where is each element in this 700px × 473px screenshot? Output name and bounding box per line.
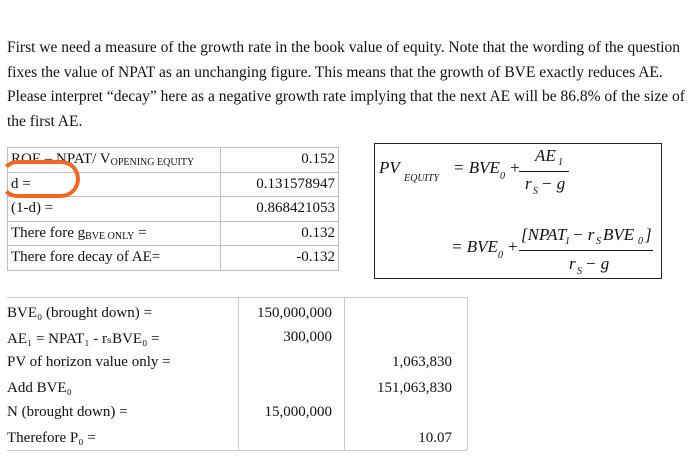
n-value: 15,000,000 bbox=[264, 404, 332, 420]
rs-sub-1: S bbox=[533, 186, 538, 197]
bve-num-sub0: 0 bbox=[638, 236, 643, 247]
npat-sub1: 1 bbox=[565, 236, 570, 247]
one-minus-d-label: (1-d) = bbox=[8, 197, 221, 222]
bve-numerator: BVE bbox=[603, 225, 635, 244]
grid-line bbox=[7, 297, 467, 298]
eq2-sub0: 0 bbox=[498, 250, 503, 261]
p0-value: 10.07 bbox=[418, 430, 452, 446]
decay-label: There fore decay of AE= bbox=[8, 246, 221, 271]
pv-horizon-value: 1,063,830 bbox=[392, 354, 452, 370]
valuation-formula-box bbox=[374, 143, 662, 279]
plus-1: + bbox=[509, 158, 521, 177]
table-row bbox=[8, 172, 339, 197]
ae1-label: AE₁ = NPAT₁ - rₛBVE₀ = bbox=[7, 331, 160, 347]
p0-label: Therefore P₀ = bbox=[7, 430, 96, 446]
decay-value: -0.132 bbox=[221, 246, 339, 271]
n-label: N (brought down) = bbox=[7, 404, 128, 420]
growth-label: There fore $g_{BVE ONLY}$ = bbox=[8, 221, 221, 246]
minus-rs-sub: S bbox=[596, 236, 601, 247]
grid-line bbox=[467, 297, 468, 450]
eq2-bve: = BVE bbox=[451, 237, 498, 256]
table-row bbox=[8, 246, 339, 271]
plus-2: + bbox=[507, 237, 519, 256]
table-row bbox=[8, 148, 339, 173]
ae-numerator: AE bbox=[535, 146, 556, 165]
intro-paragraph: First we need a measure of the growth rate in the book value of equity. Note that the wording of the question fixes the value of NPAT as an unchanging figure. This means that the growth of BVE exactly reduces AE. Please interpret “decay” here as a negative growth rate implying that the next AE will be 86.8% of the size of the first AE. bbox=[7, 39, 685, 130]
bve0-label: BVE₀ (brought down) = bbox=[7, 305, 152, 321]
d-value: 0.131578947 bbox=[221, 172, 339, 197]
roe-value: 0.152 bbox=[221, 148, 339, 173]
pv-horizon-label: PV of horizon value only = bbox=[7, 354, 171, 370]
grid-line bbox=[344, 297, 345, 450]
pv-subscript: EQUITY bbox=[404, 173, 440, 184]
eq1-sub0: 0 bbox=[500, 171, 505, 182]
rs-sub-2: S bbox=[577, 266, 582, 277]
minus-g-2: − g bbox=[585, 254, 610, 273]
ae-sub1: 1 bbox=[558, 157, 563, 168]
minus-rs: − r bbox=[572, 225, 595, 244]
eq1-bve: = BVE bbox=[453, 158, 500, 177]
roe-label: ROE – NPAT/ $V_{OPENING EQUITY}$ bbox=[8, 148, 221, 173]
growth-value: 0.132 bbox=[221, 221, 339, 246]
rs-denominator-1: r bbox=[525, 174, 532, 193]
d-label: d = bbox=[8, 172, 221, 197]
grid-line bbox=[7, 450, 467, 451]
ae1-value: 300,000 bbox=[283, 329, 332, 345]
rs-denominator-2: r bbox=[569, 254, 576, 273]
fraction-bar-1 bbox=[519, 171, 569, 172]
npat-numerator: [NPAT bbox=[521, 225, 567, 244]
add-bve0-value: 151,063,830 bbox=[377, 380, 452, 396]
fraction-bar-2 bbox=[519, 250, 653, 251]
growth-rate-table bbox=[7, 147, 339, 271]
close-bracket: ] bbox=[645, 225, 652, 244]
add-bve0-label: Add BVE₀ bbox=[7, 380, 72, 396]
table-row bbox=[8, 221, 339, 246]
bve0-value: 150,000,000 bbox=[257, 305, 332, 321]
one-minus-d-value: 0.868421053 bbox=[221, 197, 339, 222]
table-row bbox=[8, 197, 339, 222]
pv-symbol: PV bbox=[379, 158, 400, 177]
minus-g-1: − g bbox=[541, 174, 566, 193]
